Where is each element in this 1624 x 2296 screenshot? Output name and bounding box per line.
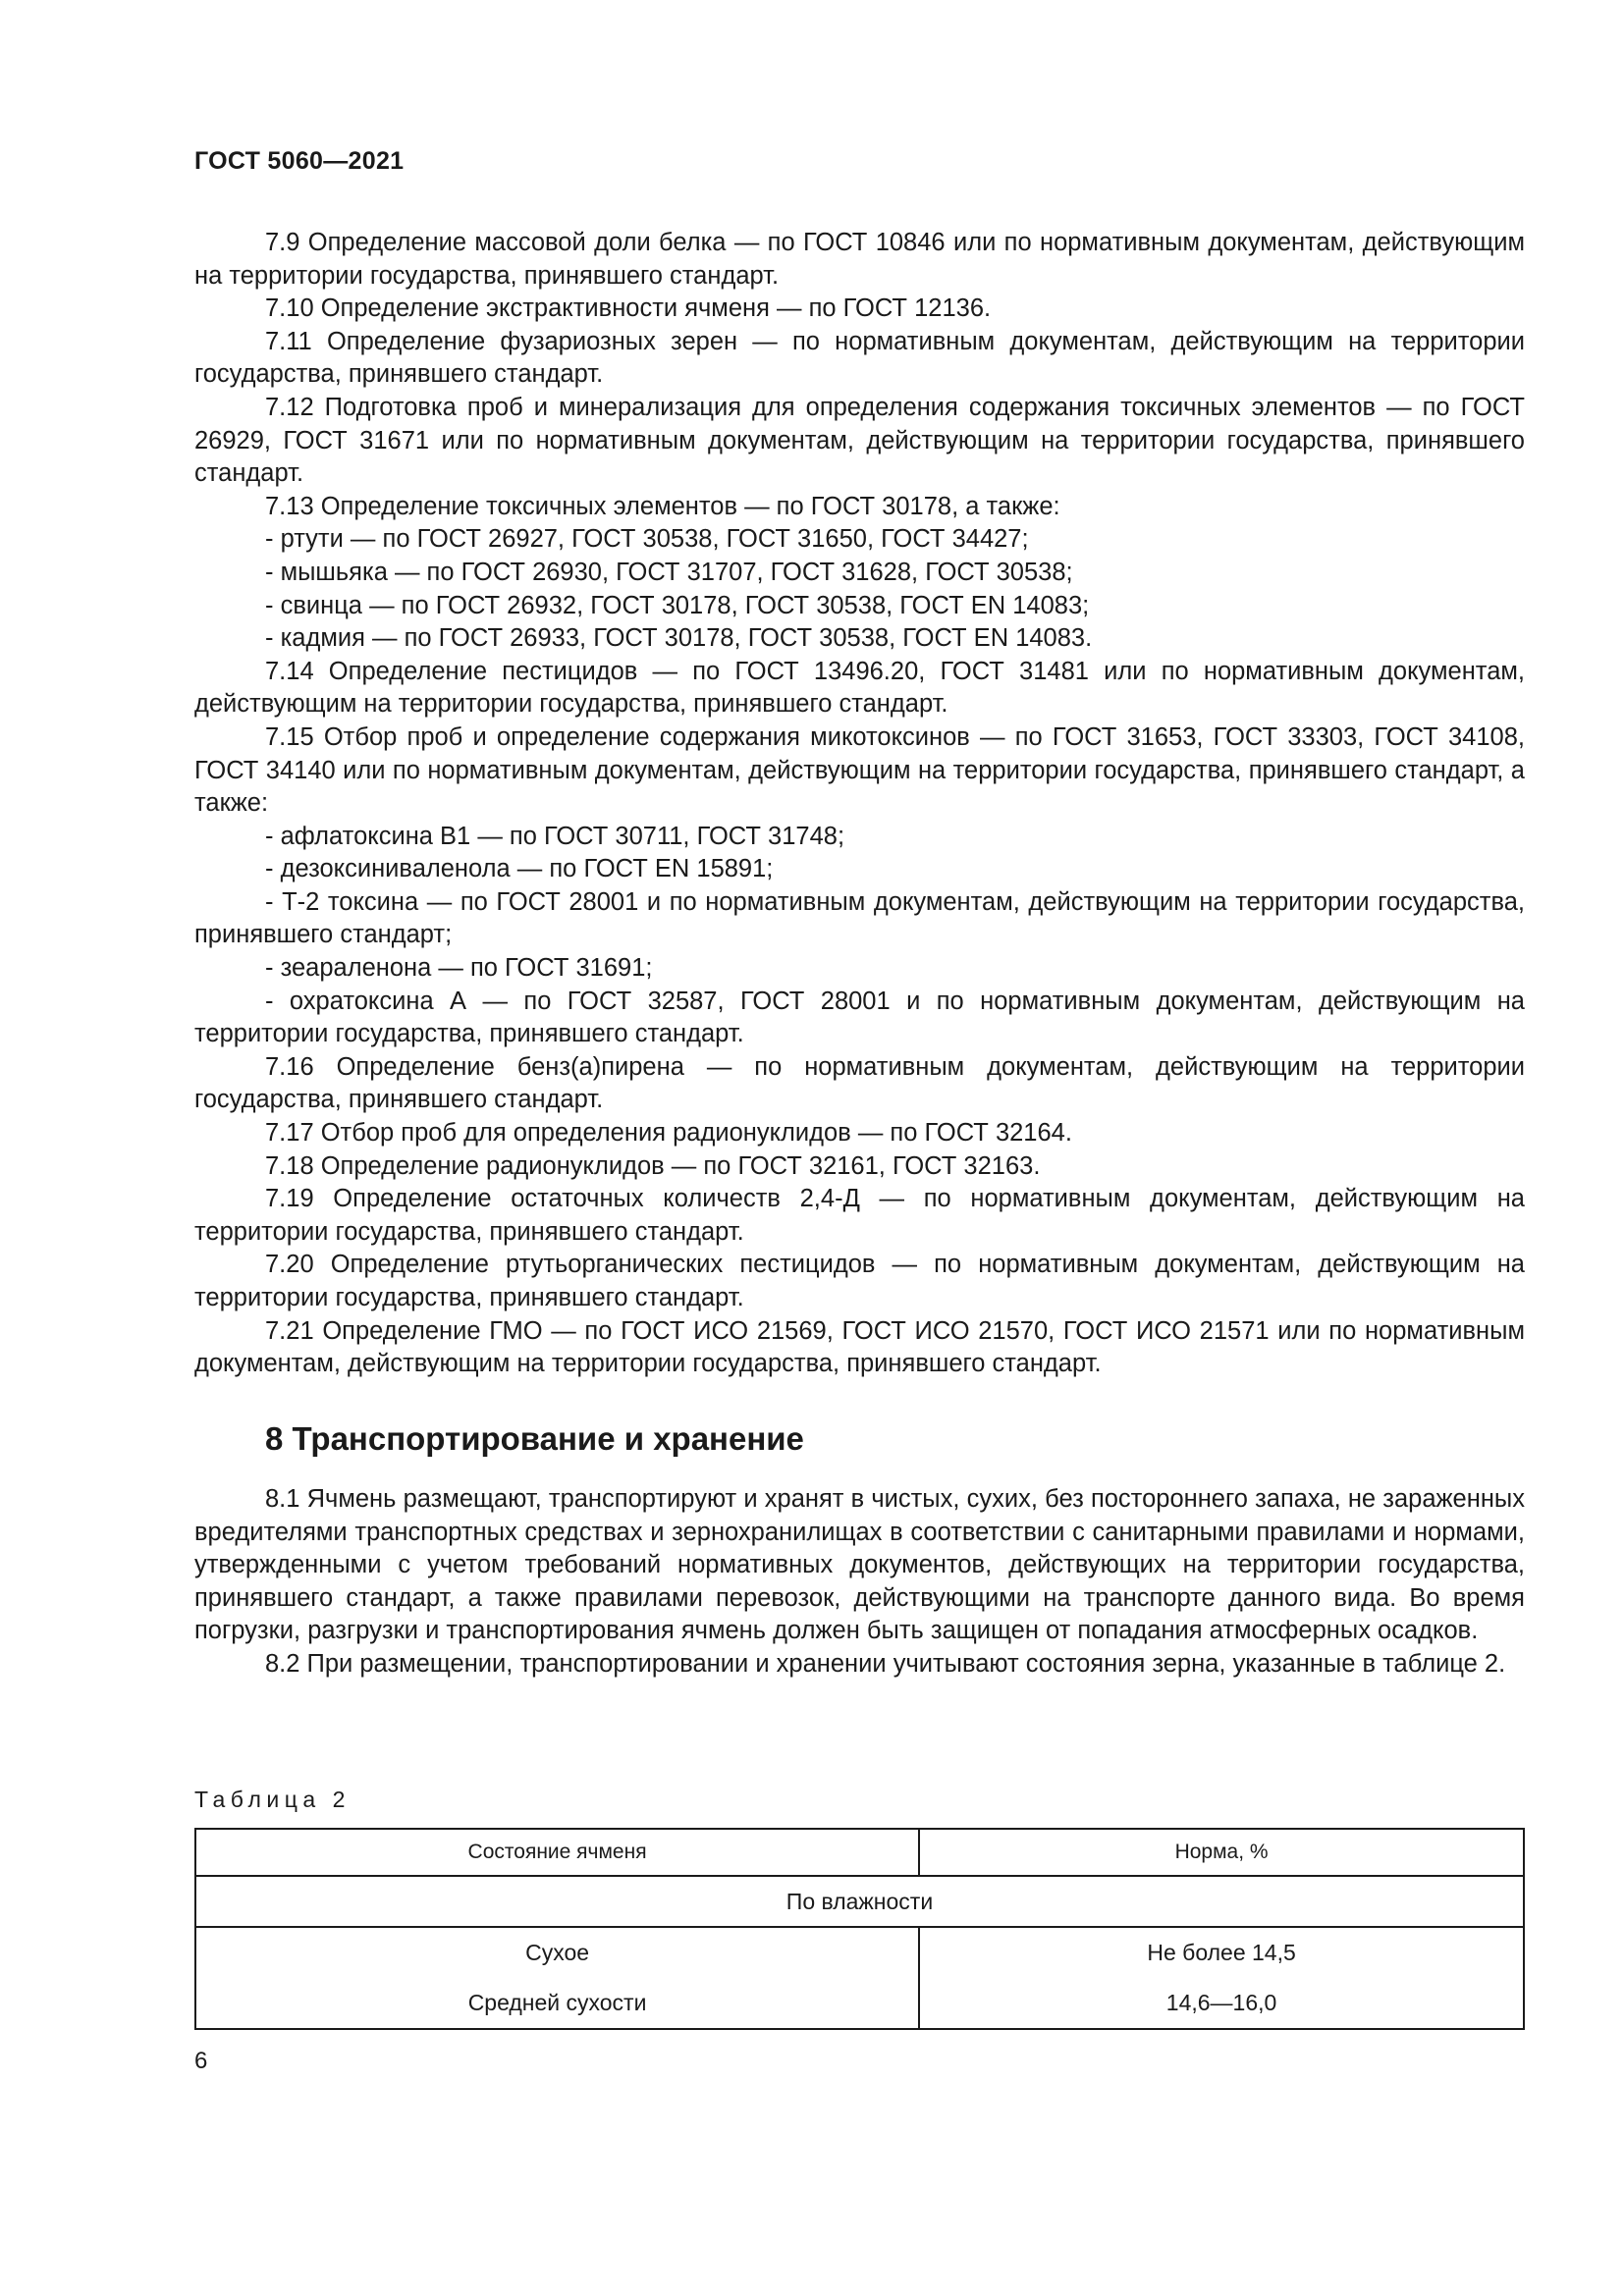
table-2	[194, 1828, 1525, 2030]
list-item-aflatoxin: - афлатоксина B1 — по ГОСТ 30711, ГОСТ 31748;	[265, 822, 845, 850]
page-number: 6	[194, 2048, 208, 2074]
table-header-row	[195, 1829, 1524, 1876]
list-item-zearalenone: - зеараленона — по ГОСТ 31691;	[265, 954, 653, 983]
cell-norm: 14,6—16,0	[1165, 1990, 1277, 2015]
list-item-cadmium: - кадмия — по ГОСТ 26933, ГОСТ 30178, ГОСТ 30538, ГОСТ EN 14083.	[265, 624, 1093, 653]
item-7-21: 7.21 Определение ГМО — по ГОСТ ИСО 21569, ГОСТ ИСО 21570, ГОСТ ИСО 21571 или по нормативным документам, действующим на территории государства, принявшего стандарт.	[194, 1316, 1525, 1378]
item-7-10: 7.10 Определение экстрактивности ячменя — по ГОСТ 12136.	[265, 294, 992, 323]
list-item-arsenic: - мышьяка — по ГОСТ 26930, ГОСТ 31707, ГОСТ 31628, ГОСТ 30538;	[265, 558, 1073, 586]
section-8-heading: 8 Транспортирование и хранение	[265, 1420, 804, 1457]
group-label: По влажности	[195, 1876, 1524, 1927]
section-7-text	[194, 227, 1525, 1381]
list-item-lead: - свинца — по ГОСТ 26932, ГОСТ 30178, ГОСТ 30538, ГОСТ EN 14083;	[265, 591, 1090, 619]
item-7-14: 7.14 Определение пестицидов — по ГОСТ 13496.20, ГОСТ 31481 или по нормативным документам, действующим на территории государства, принявшего стандарт.	[194, 657, 1525, 719]
cell-state: Средней сухости	[195, 1978, 919, 2029]
item-7-15: 7.15 Отбор проб и определение содержания микотоксинов — по ГОСТ 31653, ГОСТ 33303, ГОСТ 34108, ГОСТ 34140 или по нормативным документам, действующим на территории государства, принявшего стандарт, а также:	[194, 722, 1525, 818]
cell-norm: Не более 14,5	[1147, 1940, 1296, 1965]
table-caption: Таблица 2	[194, 1787, 351, 1812]
document-code: ГОСТ 5060—2021	[194, 147, 405, 175]
item-7-9: 7.9 Определение массовой доли белка — по ГОСТ 10846 или по нормативным документам, действующим на территории государства, принявшего стандарт.	[194, 229, 1525, 290]
table-row	[195, 1927, 1524, 1978]
item-7-11: 7.11 Определение фузариозных зерен — по нормативным документам, действующим на территории государства, принявшего стандарт.	[194, 327, 1525, 389]
item-8-2: 8.2 При размещении, транспортировании и хранении учитывают состояния зерна, указанные в таблице 2.	[265, 1649, 1506, 1678]
table-row	[195, 1978, 1524, 2029]
cell-state: Сухое	[195, 1927, 919, 1978]
list-item-ochratoxin: - охратоксина А — по ГОСТ 32587, ГОСТ 28001 и по нормативным документам, действующим на территории государства, принявшего стандарт.	[194, 987, 1525, 1048]
item-7-16: 7.16 Определение бенз(а)пирена — по нормативным документам, действующим на территории государства, принявшего стандарт.	[194, 1052, 1525, 1114]
item-7-12: 7.12 Подготовка проб и минерализация для определения содержания токсичных элементов — по ГОСТ 26929, ГОСТ 31671 или по нормативным документам, действующим на территории государства, принявшего стандарт.	[194, 393, 1525, 488]
list-item-t2-toxin: - Т-2 токсина — по ГОСТ 28001 и по нормативным документам, действующим на территории государства, принявшего стандарт;	[194, 887, 1525, 949]
item-7-13: 7.13 Определение токсичных элементов — по ГОСТ 30178, а также:	[265, 492, 1060, 520]
item-7-19: 7.19 Определение остаточных количеств 2,4-Д — по нормативным документам, действующим на территории государства, принявшего стандарт.	[194, 1185, 1525, 1246]
section-8-text	[194, 1483, 1525, 1682]
column-header-state: Состояние ячменя	[195, 1829, 919, 1876]
item-7-18: 7.18 Определение радионуклидов — по ГОСТ 32161, ГОСТ 32163.	[265, 1151, 1041, 1180]
list-item-mercury: - ртути — по ГОСТ 26927, ГОСТ 30538, ГОСТ 31650, ГОСТ 34427;	[265, 525, 1029, 554]
item-8-1: 8.1 Ячмень размещают, транспортируют и хранят в чистых, сухих, без постороннего запаха, не зараженных вредителями транспортных средствах и зернохранилищах в соответствии с санитарными правилами и нормами, утвержденными с учетом требований нормативных документов, действующих на территории государства, принявшего стандарт, а также правилами перевозок, действующими на транспорте данного вида. Во время погрузки, разгрузки и транспортирования ячмень должен быть защищен от попадания атмосферных осадков.	[194, 1485, 1525, 1645]
column-header-norm: Норма, %	[919, 1829, 1524, 1876]
list-item-deoxynivalenol: - дезоксиниваленола — по ГОСТ EN 15891;	[265, 855, 774, 883]
table-group-row	[195, 1876, 1524, 1927]
item-7-20: 7.20 Определение ртутьорганических пестицидов — по нормативным документам, действующим на территории государства, принявшего стандарт.	[194, 1251, 1525, 1311]
item-7-17: 7.17 Отбор проб для определения радионуклидов — по ГОСТ 32164.	[265, 1119, 1072, 1148]
